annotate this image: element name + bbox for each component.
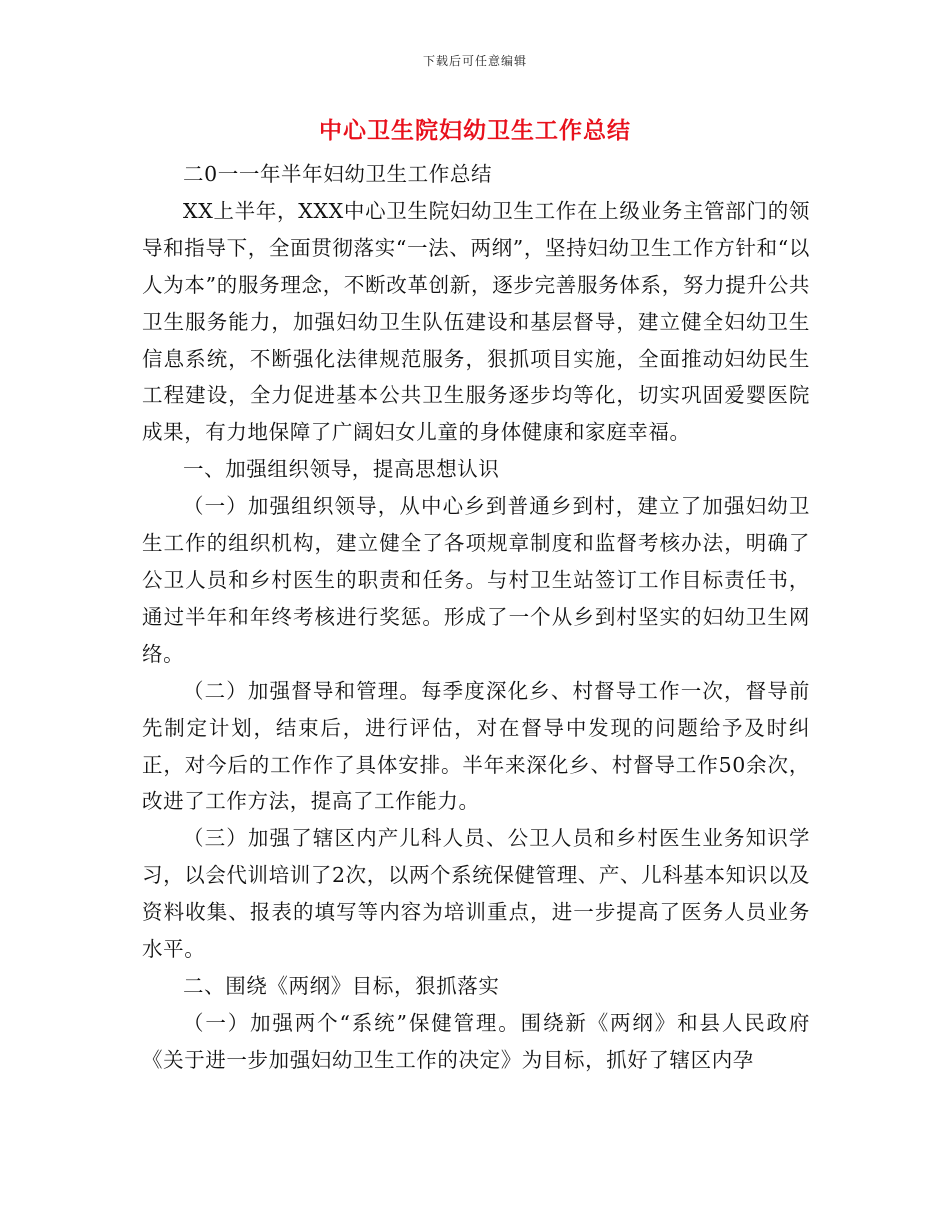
section-heading-1: 一、加强组织领导，提高思想认识 [183,457,500,482]
document-body [142,156,810,1079]
body-paragraph: （一）加强组织领导，从中心乡到普通乡到村，建立了加强妇幼卫生工作的组织机构，建立健全了各项规章制度和监督考核办法，明确了公卫人员和乡村医生的职责和任务。与村卫生站签订工作目标责任书，通过半年和年终考核进行奖惩。形成了一个从乡到村坚实的妇幼卫生网络。 [142,494,810,666]
document-title: 中心卫生院妇幼卫生工作总结 [319,117,631,144]
body-paragraph: （二）加强督导和管理。每季度深化乡、村督导工作一次，督导前先制定计划，结束后，进行评估，对在督导中发现的问题给予及时纠正，对今后的工作作了具体安排。半年来深化乡、村督导工作50余次，改进了工作方法，提高了工作能力。 [142,678,810,814]
body-paragraph: （三）加强了辖区内产儿科人员、公卫人员和乡村医生业务知识学习，以会代训培训了2次，以两个系统保健管理、产、儿科基本知识以及资料收集、报表的填写等内容为培训重点，进一步提高了医务人员业务水平。 [142,826,810,962]
subtitle-paragraph: 二0一一年半年妇幼卫生工作总结 [183,162,493,186]
section-heading-2: 二、围绕《两纲》目标，狠抓落实 [183,973,500,998]
header-note: 下载后可任意编辑 [422,54,527,68]
intro-paragraph: XX上半年，XXX中心卫生院妇幼卫生工作在上级业务主管部门的领导和指导下，全面贯彻落实“一法、两纲”，坚持妇幼卫生工作方针和“以人为本”的服务理念，不断改革创新，逐步完善服务体系，努力提升公共卫生服务能力，加强妇幼卫生队伍建设和基层督导，建立健全妇幼卫生信息系统，不断强化法律规范服务，狠抓项目实施，全面推动妇幼民生工程建设，全力促进基本公共卫生服务逐步均等化，切实巩固爱婴医院成果，有力地保障了广阔妇女儿童的身体健康和家庭幸福。 [142,198,810,445]
body-paragraph: （一）加强两个“系统”保健管理。围绕新《两纲》和县人民政府《关于进一步加强妇幼卫生工作的决定》为目标，抓好了辖区内孕 [142,1010,810,1072]
